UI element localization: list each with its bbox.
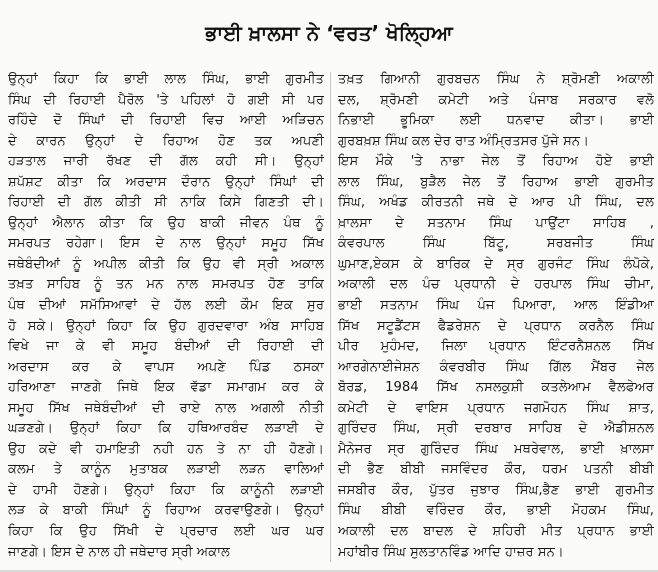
text-line: ਮੈਨੇਜਰ ਸ੍ਰ ਗੁਰਿੰਦਰ ਸਿੰਘ ਮਥਰੇਵਾਲ, ਭਾਈ ਖ਼ਾਲਸਾ <box>338 441 654 457</box>
column-divider <box>330 72 331 562</box>
text-line: ਦਲ, ਸ਼੍ਰੋਮਣੀ ਕਮੇਟੀ ਅਤੇ ਪੰਜਾਬ ਸਰਕਾਰ ਵਲੋ <box>338 92 654 108</box>
text-line: ਸਿੱਖ ਸਟੂਡੈਂਟਸ ਫੈਡਰੇਸ਼ਨ ਦੇ ਪ੍ਰਧਾਨ ਕਰਨੈਲ ਸਿੰਘ <box>338 318 654 334</box>
article-column-left <box>8 70 324 564</box>
text-line: ਦੇ ਕਾਰਨ ਉਨ੍ਹਾਂ ਦੇ ਰਿਹਾਅ ਹੋਣ ਤਕ ਅਪਣੀ <box>8 133 324 149</box>
text-line: ਰਿਹਾਈ ਦੀ ਗੱਲ ਕੀਤੀ ਸੀ ਨਾਕਿ ਕਿਸੇ ਗਿਣਤੀ ਦੀ। <box>8 195 324 211</box>
headline: ਭਾਈ ਖ਼ਾਲਸਾ ਨੇ ‘ਵਰਤ’ ਖੋਲ੍ਹਿਆ <box>205 21 453 45</box>
text-line: ਹਰਿਆਣਾ ਜਾਣਗੇ ਜਿਥੇ ਇਕ ਵੱਡਾ ਸਮਾਗਮ ਕਰ ਕੇ <box>8 380 324 396</box>
text-line: ਦੀ ਭੈਣ ਬੀਬੀ ਜਸਵਿੰਦਰ ਕੌਰ, ਧਰਮ ਪਤਨੀ ਬੀਬੀ <box>338 462 654 478</box>
text-line: ਅਕਾਲੀ ਦਲ ਪੰਚ ਪ੍ਰਧਾਨੀ ਦੇ ਹਰਪਾਲ ਸਿੰਘ ਚੀਮਾ, <box>338 277 654 293</box>
text-line: ਘੁਮਾਣ,ਏਕਸ ਕੇ ਬਾਰਿਕ ਦੇ ਸ੍ਰ ਗੁਰਜੰਟ ਸਿੰਘ ਲੰਪੋਕੇ, <box>338 256 654 272</box>
text-line: ਤਖ਼ਤ ਗਿਆਨੀ ਗੁਰਬਚਨ ਸਿੰਘ ਨੇ ਸ਼੍ਰੋਮਣੀ ਅਕਾਲੀ <box>338 72 654 87</box>
article-column-right <box>338 70 654 564</box>
text-line: ਜਥੇਬੰਦੀਆਂ ਨੂੰ ਅਪੀਲ ਕੀਤੀ ਕਿ ਉਹ ਵੀ ਸ੍ਰੀ ਅਕਾਲ <box>8 256 324 272</box>
text-line: ਦੇ ਹਾਮੀ ਹੋਣਗੇ। ਉਨ੍ਹਾਂ ਕਿਹਾ ਕਿ ਕਾਨੂੰਨੀ ਲੜਾਈ <box>8 482 324 498</box>
text-line: ਪੰਥ ਦੀਆਂ ਸਮੱਸਿਆਵਾਂ ਦੇ ਹੱਲ ਲਈ ਕੌਮ ਇਕ ਸੁਰ <box>8 298 324 314</box>
text-line: ਹੋ ਸਕੇ। ਉਨ੍ਹਾਂ ਕਿਹਾ ਕਿ ਉਹ ਗੁਰਦਵਾਰਾ ਅੰਬ ਸਾਹਿਬ <box>8 318 324 334</box>
text-line: ਅਰਦਾਸ ਕਰ ਕੇ ਵਾਪਸ ਅਪਣੇ ਪਿੰਡ ਠਸਕਾ <box>8 359 324 375</box>
text-line: ਬੋਰਡ, 1984 ਸਿੱਖ ਨਸਲਕੁਸ਼ੀ ਕਤਲੇਆਮ ਵੈਲਫੇਅਰ <box>338 380 654 396</box>
text-line: ਸ਼ਪੱਸ਼ਟ ਕੀਤਾ ਕਿ ਅਰਦਾਸ ਦੌਰਾਨ ਉਨ੍ਹਾਂ ਸਿੰਘਾਂ ਦੀ <box>8 174 324 190</box>
text-line: ਨਿਭਾਈ ਭੂਮਿਕਾ ਲਈ ਧਨਵਾਦ ਕੀਤਾ। ਭਾਈ <box>338 113 654 129</box>
text-line: ਘੜਣਗੇ। ਉਨ੍ਹਾਂ ਕਿਹਾ ਕਿ ਹਥਿਆਰਬੰਦ ਲੜਾਈ ਦੇ <box>8 421 324 437</box>
text-line: ਅਕਾਲੀ ਦਲ ਬਾਦਲ ਦੇ ਸ਼ਹਿਰੀ ਮੀਤ ਪ੍ਰਧਾਨ ਭਾਈ <box>338 524 654 540</box>
text-line: ਵਿਖੇ ਜਾ ਕੇ ਵੀ ਸਮੂਹ ਬੰਦੀਆਂ ਦੀ ਰਿਹਾਈ ਦੀ <box>8 339 324 355</box>
text-line: ਉਨ੍ਹਾਂ ਕਿਹਾ ਕਿ ਭਾਈ ਲਾਲ ਸਿੰਘ, ਭਾਈ ਗੁਰਮੀਤ <box>8 72 324 87</box>
text-line: ਜਾਣਗੇ। ਇਸ ਦੇ ਨਾਲ ਹੀ ਜਥੇਦਾਰ ਸ੍ਰੀ ਅਕਾਲ <box>8 544 230 560</box>
text-line: ਤਖ਼ਤ ਸਾਹਿਬ ਨੂੰ ਤਨ ਮਨ ਨਾਲ ਸਮਰਪਤ ਹੋਣ ਤਾਕਿ <box>8 277 324 293</box>
text-line: ਭਾਈ ਸਤਨਾਮ ਸਿੰਘ ਪੰਜ ਪਿਆਰਾ, ਆਲ ਇੰਡੀਆ <box>338 298 654 314</box>
text-line: ਸਮਰਪਤ ਰਹੇਗਾ। ਇਸ ਦੇ ਨਾਲ ਉਨ੍ਹਾਂ ਸਮੂਹ ਸਿੱਖ <box>8 236 324 252</box>
text-line: ਲੜ ਕੇ ਬਾਕੀ ਸਿੰਘਾਂ ਨੂੰ ਰਿਹਾਅ ਕਰਵਾਉਣਗੇ। ਉਨ੍ਹਾਂ <box>8 503 324 519</box>
text-line: ਕਮੇਟੀ ਦੇ ਵਾਇਸ ਪ੍ਰਧਾਨ ਜਗਮੋਹਨ ਸਿੰਘ ਸ਼ਾਤ, <box>338 400 654 416</box>
text-line: ਇਸ ਮੌਕੇ 'ਤੇ ਨਾਭਾ ਜੇਲ ਤੋਂ ਰਿਹਾਅ ਹੋਏ ਭਾਈ <box>338 154 654 170</box>
text-line: ਪੀਰ ਮੁਹੰਮਦ, ਜਿਲਾ ਪ੍ਰਧਾਨ ਇੰਟਰਨੈਸ਼ਨਲ ਸਿੱਖ <box>338 339 654 355</box>
text-line: ਕੰਵਰਪਾਲ ਸਿੰਘ ਬਿੱਟੂ, ਸਰਬਜੀਤ ਸਿੰਘ <box>338 236 654 252</box>
text-line: ਲਾਲ ਸਿੰਘ, ਬੁੜੈਲ ਜੇਲ ਤੋਂ ਰਿਹਾਅ ਭਾਈ ਗੁਰਮੀਤ <box>338 174 654 190</box>
text-line: ਰਹਿੰਦੇ ਦੋ ਸਿੰਘਾਂ ਦੀ ਰਿਹਾਈ ਵਿਚ ਆਈ ਅੜਿਚਨ <box>8 113 324 129</box>
text-line: ਖ਼ਾਲਸਾ ਦੇ ਸਤਨਾਮ ਸਿੰਘ ਪਾਉਂਟਾ ਸਾਹਿਬ , <box>338 215 654 231</box>
text-line: ਸਮੂਹ ਸਿੱਖ ਜਥੇਬੰਦੀਆਂ ਦੀ ਰਾਏ ਨਾਲ ਅਗਲੀ ਨੀਤੀ <box>8 400 324 416</box>
text-line: ਸਿੰਘ ਬੀਬੀ ਵਰਿੰਦਰ ਕੌਰ, ਭਾਈ ਮੋਹਕਮ ਸਿੰਘ, <box>338 503 654 519</box>
text-line: ਗੁਰਿੰਦਰ ਸਿੰਘ, ਸ੍ਰੀ ਦਰਬਾਰ ਸਾਹਿਬ ਦੇ ਐਡੀਸ਼ਨਲ <box>338 421 654 437</box>
text-line: ਸਿੰਘ, ਅਖੰਡ ਕੀਰਤਨੀ ਜਥੇ ਦੇ ਆਰ ਪੀ ਸਿੰਘ, ਦਲ <box>338 195 654 211</box>
text-line: ਕਿਹਾ ਕਿ ਉਹ ਸਿੱਖੀ ਦੇ ਪ੍ਰਚਾਰ ਲਈ ਘਰ ਘਰ <box>8 524 324 540</box>
text-line: ਆਰਗੇਨਾਈਜੇਸ਼ਨ ਕੰਵਰਬੀਰ ਸਿੰਘ ਗਿੱਲ ਮੈਂਬਰ ਜੇਲ <box>338 359 654 375</box>
text-line: ਸਿੰਘ ਦੀ ਰਿਹਾਈ ਪੈਰੋਲ 'ਤੇ ਪਹਿਲਾਂ ਹੋ ਗਈ ਸੀ ਪਰ <box>8 92 324 108</box>
text-line: ਜਸਬੀਰ ਕੌਰ, ਪੁੱਤਰ ਜੁਝਾਰ ਸਿੰਘ,ਭੈਣ ਭਾਈ ਗੁਰਮੀਤ <box>338 482 654 498</box>
text-line: ਹੜਤਾਲ ਜਾਰੀ ਰੱਖਣ ਦੀ ਗੱਲ ਕਹੀ ਸੀ। ਉਨ੍ਹਾਂ <box>8 154 324 170</box>
text-line: ਗੁਰਬਖ਼ਸ਼ ਸਿੰਘ ਕਲ ਦੇਰ ਰਾਤ ਅੰਮ੍ਰਿਤਸਰ ਪੁੱਜੇ ਸਨ। <box>338 133 590 149</box>
text-line: ਉਨ੍ਹਾਂ ਐਲਾਨ ਕੀਤਾ ਕਿ ਉਹ ਬਾਕੀ ਜੀਵਨ ਪੰਥ ਨੂੰ <box>8 215 324 231</box>
text-line: ਕਲਮ ਤੇ ਕਾਨੂੰਨ ਮੁਤਾਬਕ ਲੜਾਈ ਲੜਨ ਵਾਲਿਆਂ <box>8 462 324 478</box>
text-line: ਉਹ ਕਦੇ ਵੀ ਹਮਾਇਤੀ ਨਹੀ ਹਨ ਤੇ ਨਾ ਹੀ ਹੋਣਗੇ। <box>8 441 324 457</box>
text-line: ਮਹਾਂਬੀਰ ਸਿੰਘ ਸੁਲਤਾਨਵਿੰਡ ਆਦਿ ਹਾਜ਼ਰ ਸਨ। <box>338 544 564 560</box>
